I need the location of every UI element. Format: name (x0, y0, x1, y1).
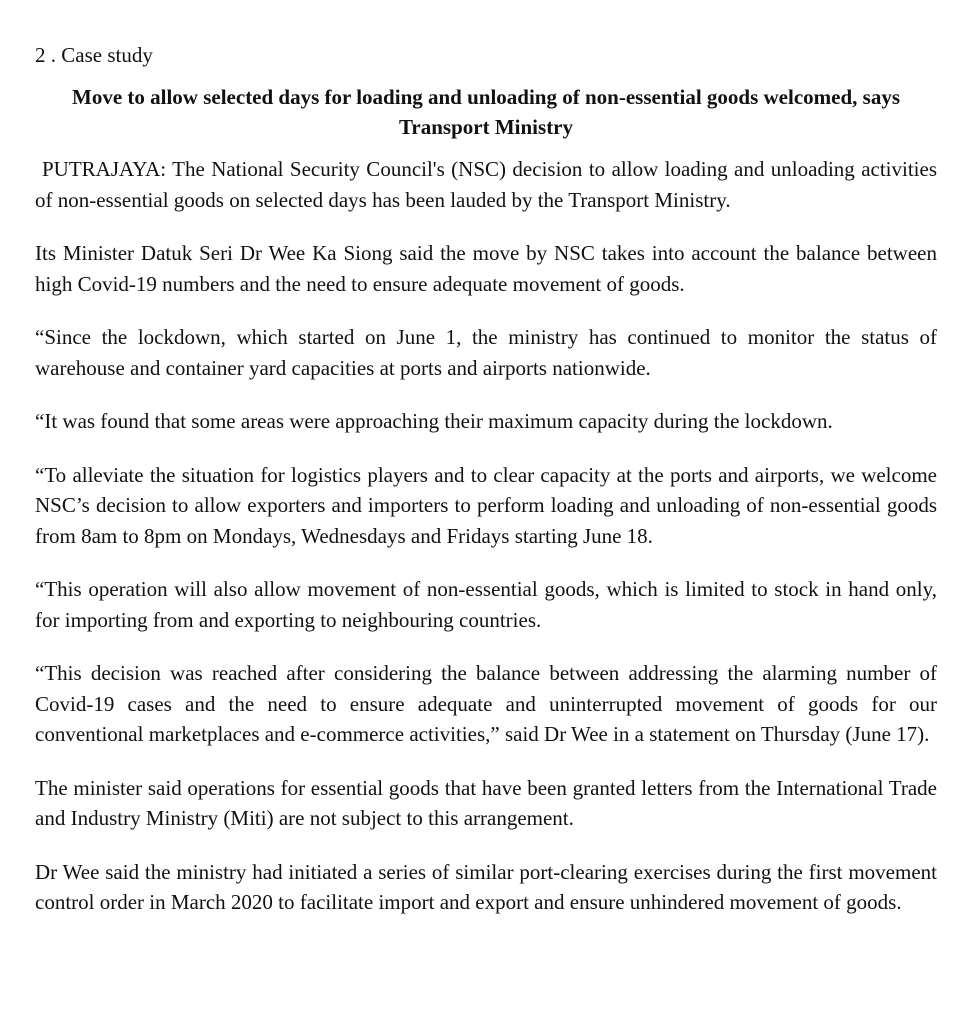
document-page (35, 40, 937, 941)
paragraph-1: PUTRAJAYA: The National Security Council's (NSC) decision to allow loading and unloading activities of non-essential goods on selected days has been lauded by the Transport Ministry. (35, 157, 937, 212)
paragraph-5: “To alleviate the situation for logistics players and to clear capacity at the ports and airports, we welcome NSC’s decision to allow exporters and importers to perform loading and unloading of non-essential goods from 8am to 8pm on Mondays, Wednesdays and Fridays starting June 18. (35, 462, 937, 548)
article-headline: Move to allow selected days for loading and unloading of non-essential goods welcomed, says Transport Ministry (72, 85, 900, 139)
paragraph-4: “It was found that some areas were approaching their maximum capacity during the lockdown. (35, 409, 833, 433)
paragraph-9: Dr Wee said the ministry had initiated a series of similar port-clearing exercises during the first movement control order in March 2020 to facilitate import and export and ensure unhindered movement of goods. (35, 859, 937, 914)
paragraph-3: “Since the lockdown, which started on June 1, the ministry has continued to monitor the status of warehouse and container yard capacities at ports and airports nationwide. (35, 325, 937, 380)
paragraph-2: Its Minister Datuk Seri Dr Wee Ka Siong said the move by NSC takes into account the balance between high Covid-19 numbers and the need to ensure adequate movement of goods. (35, 241, 937, 296)
paragraph-7: “This decision was reached after considering the balance between addressing the alarming number of Covid-19 cases and the need to ensure adequate and uninterrupted movement of goods for our conventional marketplaces and e-commerce activities,” said Dr Wee in a statement on Thursday (June 17). (35, 661, 937, 746)
section-label: 2 . Case study (35, 43, 153, 67)
paragraph-8: The minister said operations for essential goods that have been granted letters from the International Trade and Industry Ministry (Miti) are not subject to this arrangement. (35, 775, 937, 830)
paragraph-6: “This operation will also allow movement of non-essential goods, which is limited to stock in hand only, for importing from and exporting to neighbouring countries. (35, 577, 937, 632)
